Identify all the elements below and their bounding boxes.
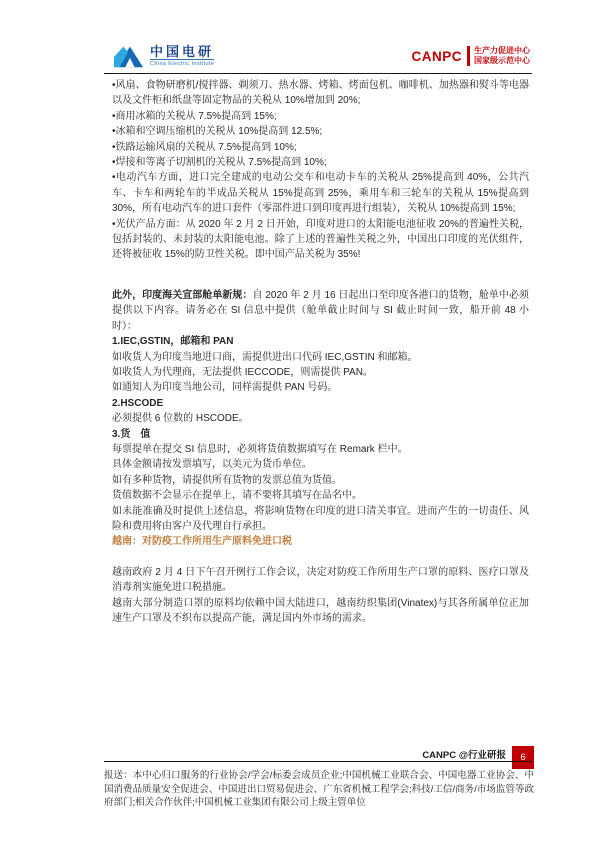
manifest-section-2-title: 2.HSCODE <box>112 397 164 409</box>
canpc-brand <box>411 46 530 66</box>
footer-rule <box>104 761 532 762</box>
vietnam-paragraph: 越南大部分制造口罩的原料均依赖中国大陆进口，越南纺织集团(Vinatex)与其各所属单位正加速生产口罩及不织布以提高产能，满足国内外市场的需求。 <box>112 597 529 624</box>
bullet-item: •光伏产品方面：从 2020 年 2 月 2 日开始，印度对进口的太阳能电池征收 20%的普遍性关税，包括封装的、未封装的太阳能电池。除了上述的普遍性关税之外，中国出口印度的光伏组件，还将被征收 15%的防卫性关税。即中国产品关税为 35%! <box>112 218 529 261</box>
logo-subtitle: China Electric Institute <box>150 61 215 67</box>
manifest-section-3-title: 3.货 值 <box>112 428 151 440</box>
manifest-line: 货值数据不会显示在提单上，请不要将其填写在品名中。 <box>112 490 362 502</box>
vietnam-section <box>112 565 529 627</box>
logo <box>114 44 214 68</box>
bullet-item: •焊接和等离子切割机的关税从 7.5%提高到 10%; <box>112 157 327 169</box>
bullet-item: •冰箱和空调压缩机的关税从 10%提高到 12.5%; <box>112 126 323 138</box>
vietnam-section-heading: 越南：对防疫工作所用生产原料免进口税 <box>112 536 292 548</box>
bullet-item: •商用冰箱的关税从 7.5%提高到 15%; <box>112 110 277 122</box>
manifest-section-1-title: 1.IEC,GSTIN，邮箱和 PAN <box>112 336 234 348</box>
brand-divider <box>467 46 470 66</box>
manifest-intro-lead: 此外，印度海关宣部舱单新规： <box>112 289 253 301</box>
vietnam-paragraph: 越南政府 2 月 4 日下午召开例行工作会议，决定对防疫工作所用生产口罩的原料、医疗口罩及消毒剂实施免进口税措施。 <box>112 566 529 594</box>
india-manifest-section <box>112 288 529 535</box>
manifest-line: 如通知人为印度当地公司，同样需提供 PAN 号码。 <box>112 382 338 394</box>
mountain-logo-icon <box>114 44 150 68</box>
brand-slogan-1: 生产力促进中心 <box>474 46 530 55</box>
page-number-badge: 6 <box>512 746 534 769</box>
bullet-item: •风扇、食物研磨机/搅拌器、剃须刀、热水器、烤箱、烤面包机、咖啡机、加热器和熨斗等电器以及文件柜和纸盘等固定物品的关税从 10%增加到 20%; <box>112 80 529 107</box>
brand-slogans <box>474 46 530 66</box>
footer-report-label: CANPC @行业研报 <box>422 750 506 761</box>
manifest-line: 每票提单在提交 SI 信息时，必须将货值数据填写在 Remark 栏中。 <box>112 443 408 455</box>
header-rule <box>104 73 532 74</box>
manifest-line: 具体金额请按发票填写，以美元为货币单位。 <box>112 459 312 471</box>
bullet-item: •电动汽车方面，进口完全建成的电动公交车和电动卡车的关税从 25%提高到 40%，公共汽车、卡车和两轮车的半成品关税从 15%提高到 25%，乘用车和三轮车的关税从 15%提高到 30%，所有电动汽车的进口套件（零部件进口到印度再进行组装），关税从 10%提高到 15%; <box>112 172 529 215</box>
canpc-wordmark: CANPC <box>411 48 462 64</box>
manifest-line: 必须提供 6 位数的 HSCODE。 <box>112 413 249 425</box>
manifest-intro-rest: 自 2020 年 2 月 16 日起出口至印度各港口的货物，舱单中必须提供以下内容。请务必在 SI 信息中提供（舱单截止时间与 SI 截止时间一致，船开前 48 小时）： <box>112 289 530 332</box>
page-header <box>112 42 530 72</box>
manifest-line: 如收货人为代理商，无法提供 IECCODE，则需提供 PAN。 <box>112 366 373 378</box>
distribution-list-text: 报送：本中心归口服务的行业协会/学会/标委会成员企业;中国机械工业联合会、中国电器工业协会、中国消费品质量安全促进会、中国进出口贸易促进会、广东省机械工程学会;科技/工信/商务/市场监管等政府部门;相关合作伙伴;中国机械工业集团有限公司上级主管单位 <box>104 770 534 809</box>
manifest-line: 如未能准确及时提供上述信息，将影响货物在印度的进口清关事宜。进而产生的一切责任、风险和费用将由客户及代理自行承担。 <box>112 505 529 532</box>
tariff-bullet-list <box>112 78 529 263</box>
logo-text <box>150 44 214 68</box>
logo-title: 中国电研 <box>150 44 215 59</box>
manifest-intro <box>112 288 529 334</box>
manifest-line: 如有多种货物，请提供所有货物的发票总值为货值。 <box>112 474 342 486</box>
bullet-item: •铁路运输风扇的关税从 7.5%提高到 10%; <box>112 141 297 153</box>
manifest-line: 如收货人为印度当地进口商，需提供进出口代码 IEC,GSTIN 和邮箱。 <box>112 351 418 363</box>
document-body <box>112 78 529 626</box>
brand-slogan-2: 国家级示范中心 <box>474 56 530 65</box>
